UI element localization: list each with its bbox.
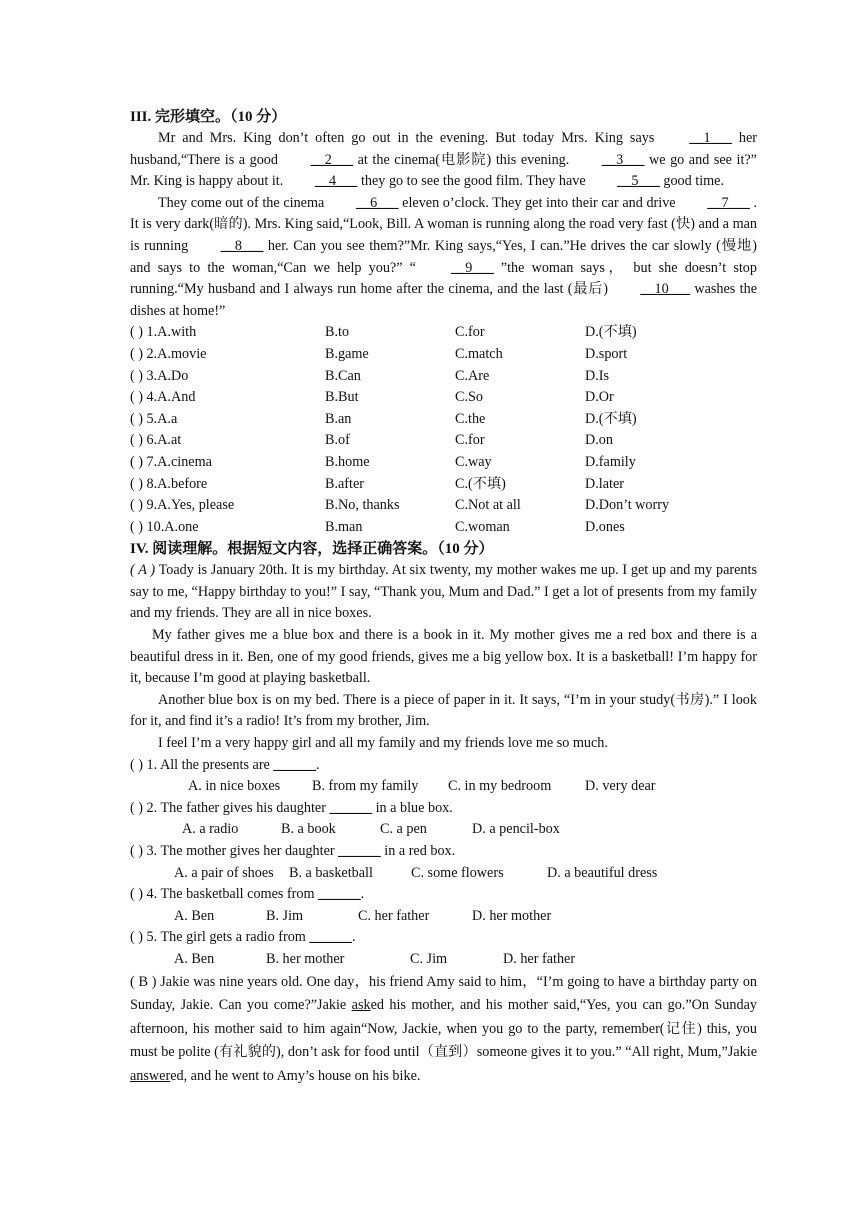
answer-blank: ______ (338, 843, 381, 859)
answer-blank: ______ (318, 886, 361, 903)
question-5-options: A. Ben B. her mother C. Jim D. her father (174, 950, 576, 967)
choice-row: ( ) 8.A.before B.after C.(不填) D.later (130, 475, 624, 492)
cloze-blank-9: __9___ (451, 259, 494, 276)
question-1-options: A. in nice boxes B. from my family C. in my bedroom D. very dear (188, 778, 656, 795)
choice-row: ( ) 5.A.a B.an C.the D.(不填) (130, 410, 637, 427)
answer-blank: ______ (309, 929, 352, 946)
cloze-paragraph-2: They come out of the cinema __6___ eleven o’clock. They get into their car and drive __7___ . It is very dark(暗的). Mrs. King said,“Look, Bill. A woman is running along the road very fast (快) and a man is running __8___ her. Can you see them?”Mr. King says,“Yes, I can.”He drives the car slowly (慢地) and says to the woman,“Can we help you?” “ __9___ ”the woman says， but she doesn’t stop running.“My husband and I always run home after the cinema, and the last (最后) __10___ washes the dishes at home!” (130, 194, 757, 319)
choice-row: ( ) 9.A.Yes, please B.No, thanks C.Not at all D.Don’t worry (130, 497, 670, 514)
cloze-blank-4: __4___ (314, 173, 358, 190)
question-3: ( ) 3. The mother gives her daughter ______ in a red box. (130, 843, 456, 859)
passage-a-paragraph-3: Another blue box is on my bed. There is a piece of paper in it. It says, “I’m in your study(书房).” I look for it, and find it’s a radio! It’s from my brother, Jim. (130, 691, 757, 730)
passage-a-label: ( A ) (130, 562, 156, 579)
answer-blank: ______ (273, 756, 316, 773)
cloze-blank-6: __6___ (355, 194, 399, 211)
section-4-title: IV. 阅读理解。根据短文内容，选择正确答案。（10 分） (130, 541, 494, 558)
cloze-blank-2: __2___ (310, 151, 354, 168)
question-4-options: A. Ben B. Jim C. her father D. her mother (174, 907, 552, 924)
question-2-options: A. a radio B. a book C. a pen D. a pencil-box (182, 821, 560, 838)
cloze-choices (130, 322, 757, 538)
cloze-blank-8: __8___ (220, 237, 264, 254)
worksheet-page (130, 106, 757, 1088)
question-4: ( ) 4. The basketball comes from ______. (130, 886, 365, 903)
cloze-blank-5: __5___ (617, 173, 660, 190)
choice-row: ( ) 7.A.cinema B.home C.way D.family (130, 453, 636, 470)
cloze-blank-1: __1___ (689, 130, 732, 146)
passage-b-label: ( B ) (130, 973, 157, 990)
cloze-blank-3: __3___ (601, 151, 645, 168)
choice-row: ( ) 3.A.Do B.Can C.Are D.Is (130, 367, 610, 384)
choice-row: ( ) 2.A.movie B.game C.match D.sport (130, 345, 628, 362)
cloze-blank-7: __7___ (707, 194, 750, 211)
question-2: ( ) 2. The father gives his daughter ______ in a blue box. (130, 799, 453, 816)
question-1: ( ) 1. All the presents are ______. (130, 756, 320, 773)
choice-row: ( ) 4.A.And B.But C.So D.Or (130, 389, 614, 406)
reading-questions (130, 755, 757, 971)
choice-row: ( ) 6.A.at B.of C.for D.on (130, 432, 613, 449)
passage-a-paragraph-4: I feel I’m a very happy girl and all my family and my friends love me so much. (158, 735, 608, 752)
section-3-title: III. 完形填空。（10 分） (130, 109, 287, 125)
answer-blank: ______ (329, 799, 373, 816)
question-3-options: A. a pair of shoes B. a basketball C. some flowers D. a beautiful dress (174, 864, 658, 881)
choice-row: ( ) 1.A.with B.to C.for D.(不填) (130, 324, 637, 341)
passage-b-paragraph-1: ( B ) Jakie was nine years old. One day，his friend Amy said to him，“I’m going to have a birthday party on Sunday, Jakie. Can you come?”Jakie asked his mother, and his mother said,“Yes, you can go.”On Sunday afternoon, his mother said to him again“Now, Jackie, when you go to the party, remember(记住) this, you must be polite (有礼貌的), don’t ask for food until（直到）someone gives it to you.” “All right, Mum,”Jakie answered, and he went to Amy’s house on his bike. (130, 973, 758, 1084)
question-5: ( ) 5. The girl gets a radio from ______. (130, 929, 356, 946)
cloze-paragraph-1: Mr and Mrs. King don’t often go out in the evening. But today Mrs. King says __1___ her husband,“There is a good __2___ at the cinema(电影院) this evening. __3___ we go and see it?” Mr. King is happy about it. __4___ they go to see the good film. They have __5___ good time. (130, 128, 757, 193)
choice-row: ( ) 10.A.one B.man C.woman D.ones (130, 518, 625, 535)
passage-a-paragraph-1: ( A ) Toady is January 20th. It is my birthday. At six twenty, my mother wakes me up. I get up and my parents say to me, “Happy birthday to you!” I say, “Thank you, Mum and Dad.” I get a lot of presents from my family and my friends. They are all in nice boxes. (130, 562, 757, 622)
cloze-blank-10: __10___ (640, 281, 690, 298)
passage-a-paragraph-2: My father gives me a blue box and there is a book in it. My mother gives me a red box and there is a beautiful dress in it. Ben, one of my good friends, gives me a big yellow box. It is a basketball! I’m happy for it, because I’m good at playing basketball. (130, 627, 757, 687)
